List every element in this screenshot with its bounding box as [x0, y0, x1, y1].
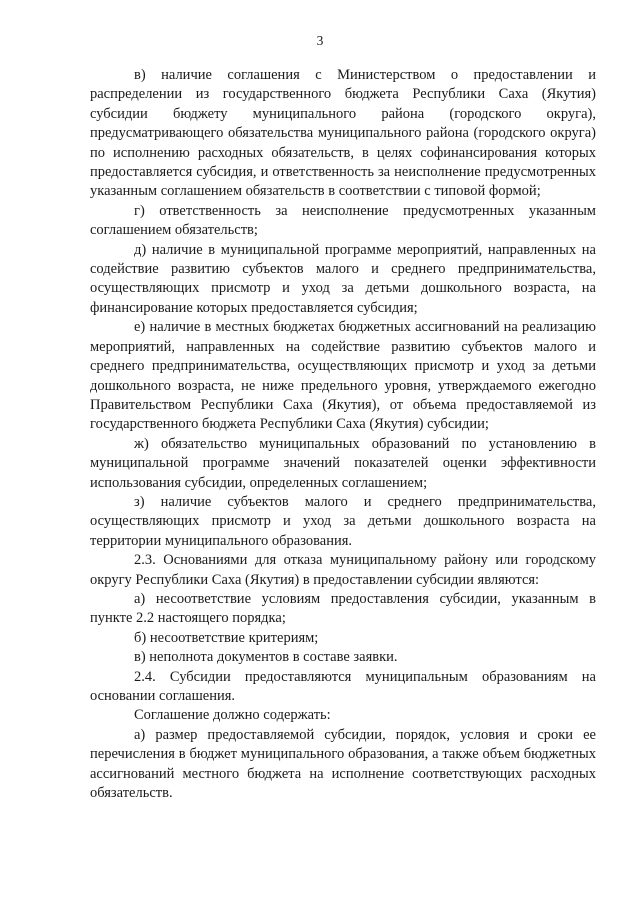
paragraph-2-4-subsidies: 2.4. Субсидии предоставляются муниципальным образованиям на основании соглашения. [90, 668, 596, 704]
paragraph-b-criteria: б) несоответствие критериям; [134, 629, 319, 646]
paragraph-a-nonconformity: а) несоответствие условиям предоставления субсидии, указанным в пункте 2.2 настоящего порядка; [90, 590, 596, 627]
paragraph-agreement-content-intro: Соглашение должно содержать: [134, 707, 331, 724]
page-number: 3 [316, 33, 324, 48]
paragraph-v-incomplete-docs: в) неполнота документов в составе заявки. [134, 649, 398, 666]
paragraph-e-budget-allocations: е) наличие в местных бюджетах бюджетных ассигнований на реализацию мероприятий, направленных на содействие развитию субъектов малого и среднего предпринимательства, осуществляющих присмотр и уход за детьми дошкольного возраста, не ниже предельного уровня, утверждаемого ежегодно Правительством Республики Саха (Якутия), от объема предоставляемой из государственного бюджета Республики Саха (Якутия) субсидии; [90, 319, 596, 433]
paragraph-a-subsidy-size: а) размер предоставляемой субсидии, порядок, условия и сроки ее перечисления в бюджет муниципального образования, а также объем бюджетных ассигнований местного бюджета на исполнение соответствующих расходных обязательств. [90, 726, 596, 802]
paragraph-d-program-measures: д) наличие в муниципальной программе мероприятий, направленных на содействие развитию субъектов малого и среднего предпринимательства, осуществляющих присмотр и уход за детьми дошкольного возраста, на финансирование которых предоставляется субсидия; [90, 241, 596, 316]
paragraph-z-subjects-presence: з) наличие субъектов малого и среднего предпринимательства, осуществляющих присмотр и уход за детьми дошкольного возраста на территории муниципального образования. [90, 493, 596, 549]
document-body [90, 66, 596, 803]
paragraph-v-agreement: в) наличие соглашения с Министерством о предоставлении и распределении из государственного бюджета Республики Саха (Якутия) субсидии бюджету муниципального района (городского округа), предусматривающего обязательства муниципального района (городского округа) по исполнению расходных обязательств, в целях софинансирования которых предоставляется субсидия, и ответственность за неисполнение предусмотренных указанным соглашением обязательств в соответствии с типовой формой; [90, 67, 596, 200]
paragraph-2-3-refusal-grounds: 2.3. Основаниями для отказа муниципальному району или городскому округу Республики Саха (Якутия) в предоставлении субсидии являются: [90, 552, 596, 588]
paragraph-zh-obligation: ж) обязательство муниципальных образований по установлению в муниципальной программе значений показателей оценки эффективности использования субсидии, определенных соглашением; [90, 435, 596, 491]
paragraph-g-responsibility: г) ответственность за неисполнение предусмотренных указанным соглашением обязательств; [90, 202, 596, 239]
